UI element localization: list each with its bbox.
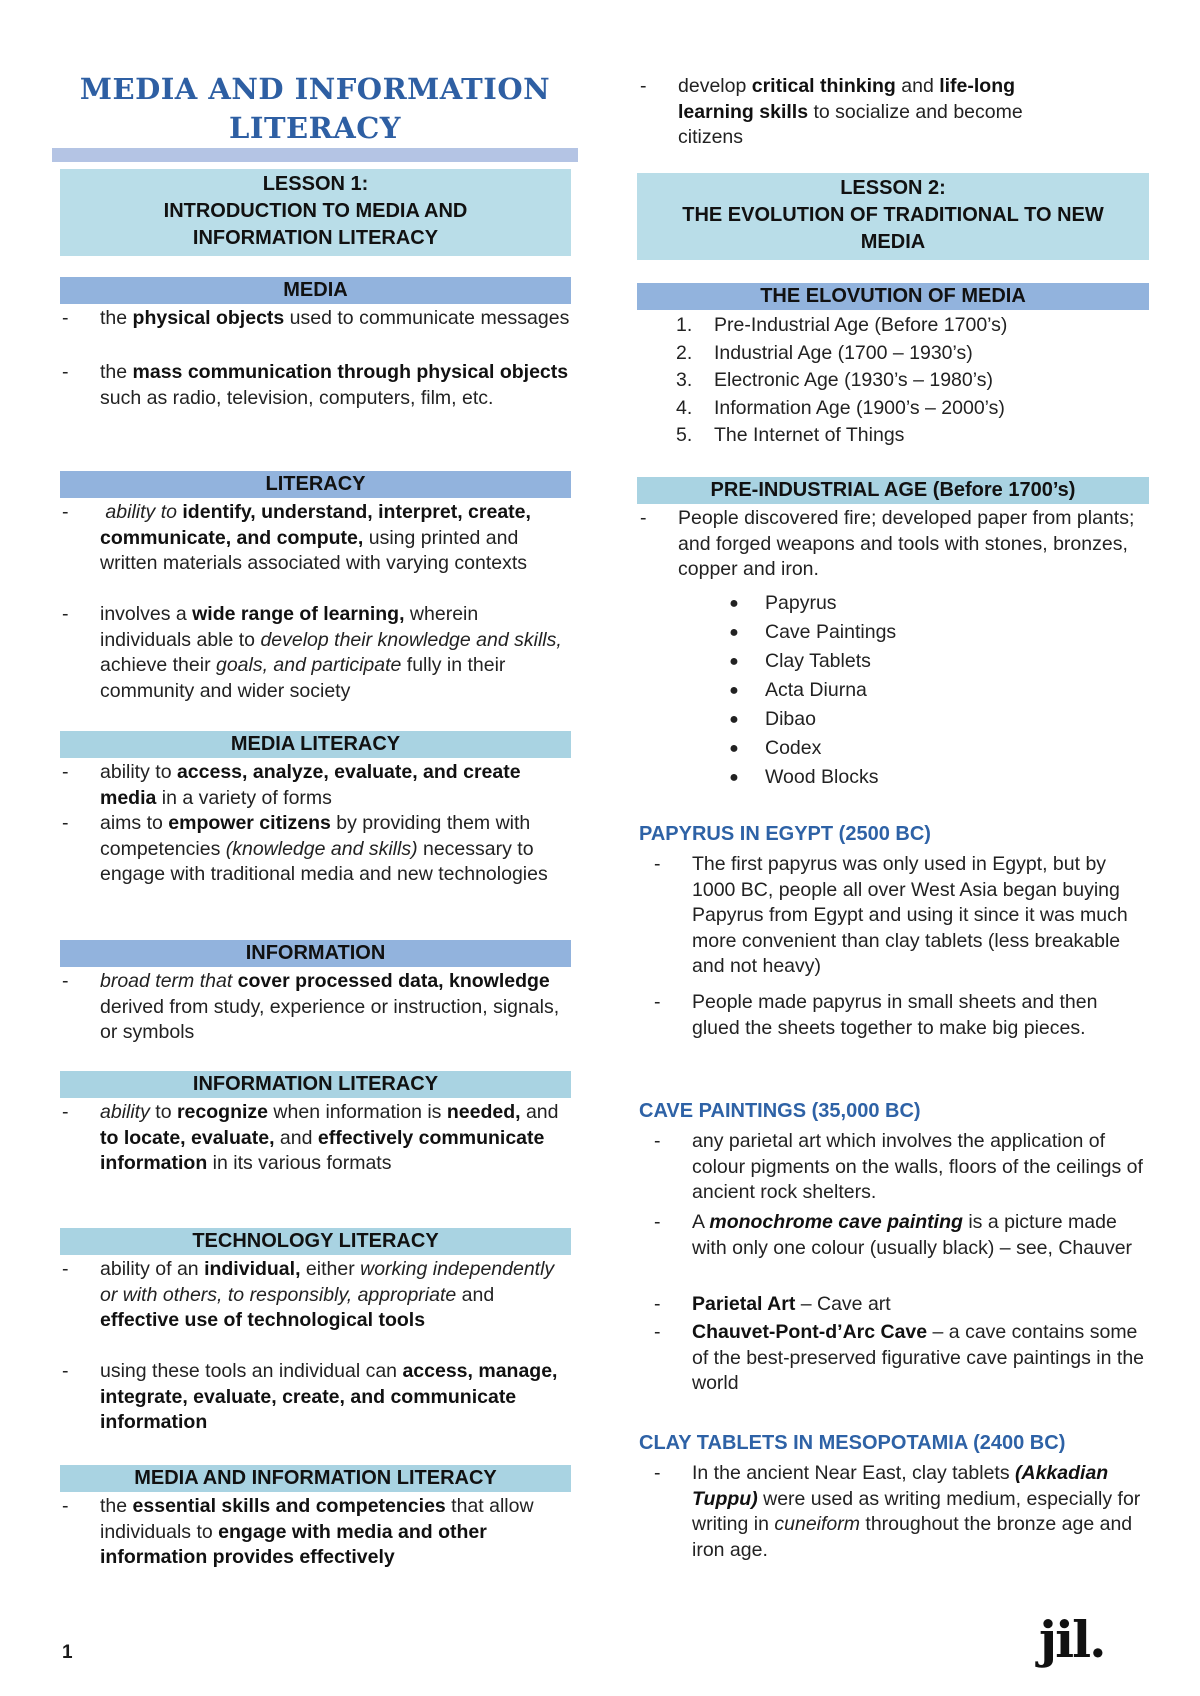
- lesson1-label: LESSON 1:: [262, 173, 369, 195]
- papyrus-bullet-1: - The first papyrus was only used in Egypt, but by 1000 BC, people all over West Asia began buying Papyrus from Egypt and using it since it was much more convenient than clay tablets (less breakable and not heavy): [654, 852, 1144, 980]
- clay-bullet-1: - In the ancient Near East, clay tablets (Akkadian Tuppu) were used as writing medium, especially for writing in cuneiform throughout the bronze age and iron age.: [654, 1461, 1144, 1563]
- cave-bullet-1: - any parietal art which involves the application of colour pigments on the walls, floors of the ceilings of ancient rock shelters.: [654, 1129, 1144, 1206]
- lesson2-label: LESSON 2:: [840, 177, 946, 199]
- bullet-text: The first papyrus was only used in Egypt, but by 1000 BC, people all over West Asia began buying Papyrus from Egypt and using it since it was much more convenient than clay tablets (less breakable and not heavy): [692, 853, 1128, 977]
- bullet-text: People discovered fire; developed paper from plants; and forged weapons and tools with stones, bronzes, copper and iron.: [678, 507, 1135, 580]
- section-heading-mil: MEDIA AND INFORMATION LITERACY: [60, 1465, 571, 1492]
- document-title-line2: LITERACY: [228, 111, 402, 145]
- bullet-text: the mass communication through physical objects such as radio, television, computers, film, etc.: [100, 361, 569, 409]
- evolution-item: 5. The Internet of Things: [676, 424, 905, 446]
- papyrus-bullet-2: - People made papyrus in small sheets and then glued the sheets together to make big pieces.: [654, 990, 1144, 1067]
- technology-literacy-bullet-2: - using these tools an individual can access, manage, integrate, evaluate, create, and communicate information: [62, 1359, 572, 1436]
- lesson1-box: [60, 169, 571, 256]
- bullet-text: any parietal art which involves the application of colour pigments on the walls, floors of the ceilings of ancient rock shelters.: [692, 1130, 1143, 1203]
- bullet-text: ability to recognize when information is needed, and to locate, evaluate, and effectively communicate information in its various formats: [100, 1101, 559, 1174]
- lesson2-title-line2: MEDIA: [860, 231, 926, 253]
- bullet-text: ability to access, analyze, evaluate, and create media in a variety of forms: [100, 761, 521, 809]
- media-type-item: ● Acta Diurna: [729, 679, 867, 701]
- document-title-line1: MEDIA AND INFORMATION: [79, 72, 551, 106]
- evolution-item: 2. Industrial Age (1700 – 1930’s): [676, 341, 973, 364]
- cave-bullet-3: - Parietal Art – Cave art: [654, 1292, 1144, 1318]
- literacy-bullet-1: - ability to identify, understand, interpret, create, communicate, and compute, using printed and written materials associated with varying contexts: [62, 500, 572, 602]
- evolution-item: 1. Pre-Industrial Age (Before 1700’s): [676, 314, 1008, 336]
- media-bullet-1: - the physical objects used to communicate messages: [62, 306, 572, 357]
- lesson1-title-line2: INFORMATION LITERACY: [192, 227, 439, 249]
- lesson2-title-line1: THE EVOLUTION OF TRADITIONAL TO NEW: [682, 204, 1104, 226]
- subheading-clay-tablets: CLAY TABLETS IN MESOPOTAMIA (2400 BC): [639, 1432, 1066, 1454]
- media-literacy-bullet-2: - aims to empower citizens by providing them with competencies (knowledge and skills) necessary to engage with traditional media and new technologies: [62, 811, 572, 913]
- bullet-text: using these tools an individual can access, manage, integrate, evaluate, create, and communicate information: [100, 1360, 558, 1433]
- media-literacy-bullet-1: - ability to access, analyze, evaluate, and create media in a variety of forms: [62, 760, 572, 811]
- bullet-text: A monochrome cave painting is a picture made with only one colour (usually black) – see, Chauver: [692, 1211, 1133, 1259]
- bullet-text: develop critical thinking and life-long learning skills to socialize and become citizens: [678, 75, 1023, 148]
- brand-logo: jil.: [1039, 1610, 1105, 1669]
- information-literacy-bullet-1: - ability to recognize when information is needed, and to locate, evaluate, and effectively communicate information in its various formats: [62, 1100, 572, 1202]
- section-heading-information: INFORMATION: [60, 940, 571, 967]
- bullet-text: involves a wide range of learning, wherein individuals able to develop their knowledge and skills, achieve their goals, and participate fully in their community and wider society: [100, 603, 562, 702]
- section-heading-technology-literacy: TECHNOLOGY LITERACY: [60, 1228, 571, 1255]
- section-heading-information-literacy: INFORMATION LITERACY: [60, 1071, 571, 1098]
- bullet-text: Chauvet-Pont-d’Arc Cave – a cave contains some of the best-preserved figurative cave paintings in the world: [692, 1321, 1145, 1394]
- bullet-text: ability to identify, understand, interpret, create, communicate, and compute, using printed and written materials associated with varying contexts: [100, 501, 531, 574]
- section-heading-preindustrial: PRE-INDUSTRIAL AGE (Before 1700’s): [637, 477, 1149, 504]
- bullet-text: the physical objects used to communicate messages: [100, 307, 570, 329]
- bullet-text: People made papyrus in small sheets and then glued the sheets together to make big pieces.: [692, 991, 1098, 1039]
- cave-bullet-4: - Chauvet-Pont-d’Arc Cave – a cave contains some of the best-preserved figurative cave paintings in the world: [654, 1320, 1144, 1397]
- media-type-item: ● Wood Blocks: [729, 766, 879, 788]
- bullet-text: ability of an individual, either working independently or with others, to responsibly, appropriate and effective use of technological tools: [100, 1258, 555, 1331]
- media-type-item: ● Codex: [729, 737, 822, 759]
- page-number: 1: [62, 1642, 73, 1663]
- technology-literacy-bullet-1: - ability of an individual, either working independently or with others, to responsibly, appropriate and effective use of technological tools: [62, 1257, 572, 1359]
- section-heading-evolution: THE ELOVUTION OF MEDIA: [637, 283, 1149, 310]
- preindustrial-bullet: - People discovered fire; developed paper from plants; and forged weapons and tools with stones, bronzes, copper and iron.: [640, 506, 1140, 583]
- evolution-item: 4. Information Age (1900’s – 2000’s): [676, 396, 1005, 419]
- section-heading-media-literacy: MEDIA LITERACY: [60, 731, 571, 758]
- bullet-text: aims to empower citizens by providing them with competencies (knowledge and skills) necessary to engage with traditional media and new technologies: [100, 812, 548, 885]
- media-type-item: ● Cave Paintings: [729, 621, 897, 643]
- media-type-item: ● Papyrus: [729, 592, 837, 614]
- section-heading-literacy: LITERACY: [60, 471, 571, 498]
- bullet-text: the essential skills and competencies that allow individuals to engage with media and other information provides effectively: [100, 1495, 534, 1568]
- media-bullet-2: - the mass communication through physical objects such as radio, television, computers, film, etc.: [62, 360, 572, 437]
- information-bullet-1: - broad term that cover processed data, knowledge derived from study, experience or instruction, signals, or symbols: [62, 969, 572, 1046]
- document-title: [52, 70, 578, 148]
- section-heading-media: MEDIA: [60, 277, 571, 304]
- literacy-bullet-2: - involves a wide range of learning, wherein individuals able to develop their knowledge and skills, achieve their goals, and participate fully in their community and wider society: [62, 602, 572, 704]
- subheading-papyrus: PAPYRUS IN EGYPT (2500 BC): [639, 823, 931, 845]
- title-underline: [52, 148, 578, 162]
- cave-bullet-2: - A monochrome cave painting is a picture made with only one colour (usually black) – see, Chauver: [654, 1210, 1144, 1287]
- bullet-text: Parietal Art – Cave art: [692, 1293, 891, 1315]
- bullet-text: In the ancient Near East, clay tablets (Akkadian Tuppu) were used as writing medium, especially for writing in cuneiform throughout the bronze age and iron age.: [692, 1462, 1141, 1561]
- lesson1-title-line1: INTRODUCTION TO MEDIA AND: [163, 200, 468, 222]
- intro-bullet: - develop critical thinking and life-long learning skills to socialize and become citizens: [640, 74, 1090, 151]
- media-type-item: ● Dibao: [729, 708, 816, 730]
- subheading-cave-paintings: CAVE PAINTINGS (35,000 BC): [639, 1100, 921, 1122]
- mil-bullet-1: - the essential skills and competencies that allow individuals to engage with media and other information provides effectively: [62, 1494, 572, 1571]
- lesson2-box: [637, 173, 1149, 260]
- preindustrial-media-list: [727, 590, 1107, 788]
- evolution-item: 3. Electronic Age (1930’s – 1980’s): [676, 369, 993, 391]
- media-type-item: ● Clay Tablets: [729, 650, 871, 672]
- bullet-text: broad term that cover processed data, knowledge derived from study, experience or instruction, signals, or symbols: [100, 970, 560, 1043]
- evolution-list: [676, 312, 1136, 452]
